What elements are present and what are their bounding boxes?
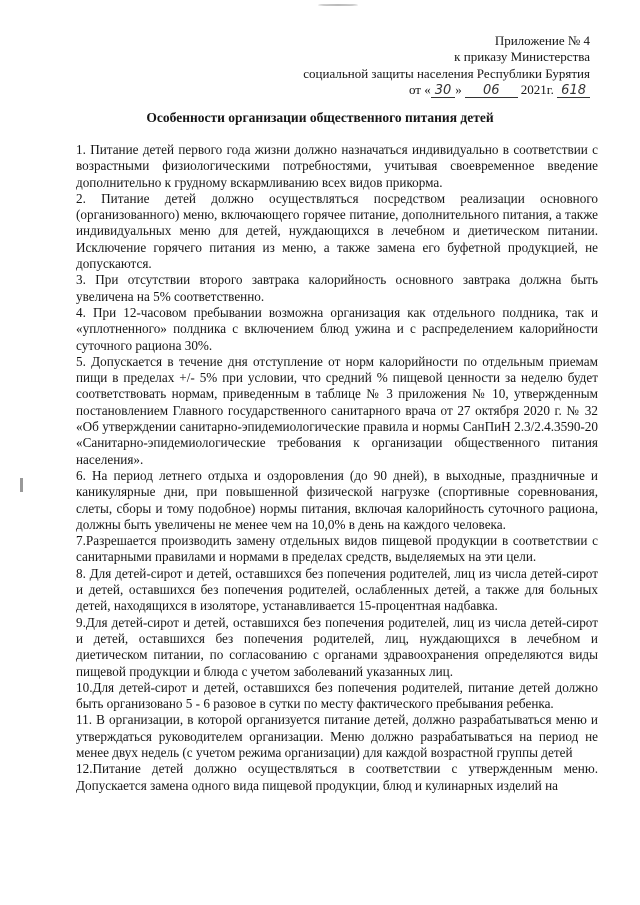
handwritten-month: 06: [465, 84, 518, 98]
paragraph-10: 10.Для детей-сирот и детей, оставшихся без попечения родителей, питание детей должно быть организовано 5 - 6 разовое в сутки по месту фактического пребывания ребенка.: [76, 679, 598, 712]
scan-binding-mark: [20, 478, 23, 492]
header-appendix-number: Приложение № 4: [494, 33, 590, 48]
handwritten-day: 30: [431, 84, 456, 98]
paragraph-3: 3. При отсутствии второго завтрака калорийность основного завтрака должна быть увеличена на 5% соответственно.: [76, 272, 598, 304]
paragraph-1: 1. Питание детей первого года жизни должно назначаться индивидуально в соответствии с возрастными физиологическими потребностями, учитывая своевременное введение дополнительно к грудному вскармливанию всех видов прикорма.: [76, 142, 598, 190]
paragraph-11: 11. В организации, в которой организуется питание детей, должно разрабатываться меню и утверждаться руководителем организации. Меню должно разрабатываться на период не менее двух недель (с учетом режима организации) для каждой возрастной группы детей: [76, 712, 598, 760]
handwritten-doc-number: 618: [557, 84, 590, 98]
paragraph-7: 7.Разрешается производить замену отдельных видов пищевой продукции в соответствии с санитарными правилами и нормами в пределах средств, выделяемых на эти цели.: [76, 533, 598, 565]
paragraph-4: 4. При 12-часовом пребывании возможна организация как отдельного полдника, так и «уплотненного» полдника с включением блюд ужина и с распределением калорийности суточного рациона 30%.: [76, 304, 598, 353]
header-order-ref: к приказу Министерства: [454, 49, 590, 64]
scan-speck: [318, 4, 358, 6]
header-date-line: от « 30 » 06 2021г. 618: [409, 82, 590, 98]
header-ministry: социальной защиты населения Республики Бурятия: [303, 66, 590, 81]
year-text: 2021г.: [520, 82, 554, 97]
paragraph-12: 12.Питание детей должно осуществляться в соответствии с утвержденным меню. Допускается замена одного вида пищевой продукции, блюд и кулинарных изделий на: [76, 761, 598, 793]
document-title: Особенности организации общественного питания детей: [146, 110, 494, 125]
paragraph-8: 8. Для детей-сирот и детей, оставшихся без попечения родителей, лиц из числа детей-сирот и детей, оставшихся без попечения родителей, ослабленных детей, а также для больных детей, находящихся в изоляторе, устанавливается 15-процентная надбавка.: [76, 565, 598, 614]
paragraph-5: 5. Допускается в течение дня отступление от норм калорийности по отдельным приемам пищи в пределах +/- 5% при условии, что средний % пищевой ценности за неделю будет соответствовать нормам, приведенным в таблице № 3 приложения № 10, утвержденным постановлением Главного государственного санитарного врача от 27 октября 2020 г. № 32 «Об утверждении санитарно-эпидемиологические правила и нормы СанПиН 2.3/2.4.3590-20 «Санитарно-эпидемиологические требования к организации общественного питания населения».: [76, 353, 598, 467]
paragraph-9: 9.Для детей-сирот и детей, оставшихся без попечения родителей, лиц из числа детей-сирот и детей, оставшихся без попечения родителей, лиц, нуждающихся в лечебном и диетическом питании, по согласованию с органами здравоохранения определяются виды пищевой продукции и блюда с учетом заболеваний указанных лиц.: [76, 614, 598, 679]
date-prefix: от «: [408, 82, 431, 97]
document-body: [76, 142, 598, 794]
paragraph-6: 6. На период летнего отдыха и оздоровления (до 90 дней), в выходные, праздничные и каникулярные дни, при повышенной физической нагрузке (спортивные соревнования, слеты, сборы и тому подобное) нормы питания, включая калорийность суточного рациона, должны быть увеличены не менее чем на 10,0% в день на каждого человека.: [76, 467, 598, 532]
paragraph-2: 2. Питание детей должно осуществляться посредством реализации основного (организованного) меню, включающего горячее питание, дополнительного питания, а также индивидуальных меню для детей, нуждающихся в лечебном и диетическом питании. Исключение горячего питания из меню, а также замена его буфетной продукцией, не допускаются.: [76, 190, 598, 272]
